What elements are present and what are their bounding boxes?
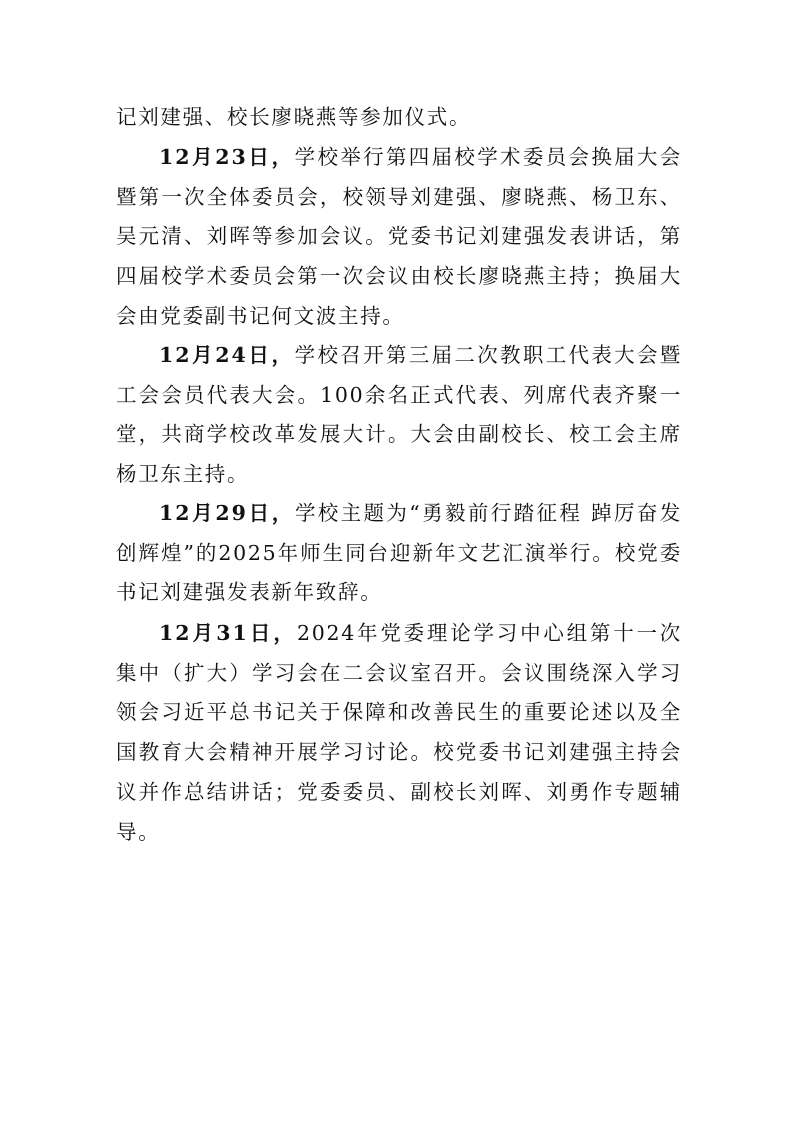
- paragraph-dec-24: [116, 336, 682, 495]
- paragraph-date: 12月24日，: [159, 343, 295, 367]
- paragraph-text: 学校召开第三届二次教职工代表大会暨工会会员代表大会。100余名正式代表、列席代表齐聚一堂，共商学校改革发展大计。大会由副校长、校工会主席杨卫东主持。: [116, 343, 682, 487]
- paragraph-dec-31: [116, 614, 682, 852]
- paragraph-date: 12月31日，: [159, 621, 297, 645]
- paragraph-dec-23: [116, 138, 682, 337]
- paragraph-continuation: [116, 98, 682, 138]
- paragraph-text: 记刘建强、校长廖晓燕等参加仪式。: [116, 105, 472, 129]
- paragraph-text: 学校主题为“勇毅前行踏征程 踔厉奋发创辉煌”的2025年师生同台迎新年文艺汇演举行。校党委书记刘建强发表新年致辞。: [116, 501, 682, 605]
- paragraph-text: 学校举行第四届校学术委员会换届大会暨第一次全体委员会，校领导刘建强、廖晓燕、杨卫东、吴元清、刘晖等参加会议。党委书记刘建强发表讲话，第四届校学术委员会第一次会议由校长廖晓燕主持；换届大会由党委副书记何文波主持。: [116, 145, 682, 328]
- paragraph-date: 12月29日，: [159, 501, 295, 525]
- paragraph-text: 2024年党委理论学习中心组第十一次集中（扩大）学习会在二会议室召开。会议围绕深入学习领会习近平总书记关于保障和改善民生的重要论述以及全国教育大会精神开展学习讨论。校党委书记刘建强主持会议并作总结讲话；党委委员、副校长刘晖、刘勇作专题辅导。: [116, 621, 682, 844]
- paragraph-dec-29: [116, 494, 682, 613]
- paragraph-date: 12月23日，: [159, 145, 295, 169]
